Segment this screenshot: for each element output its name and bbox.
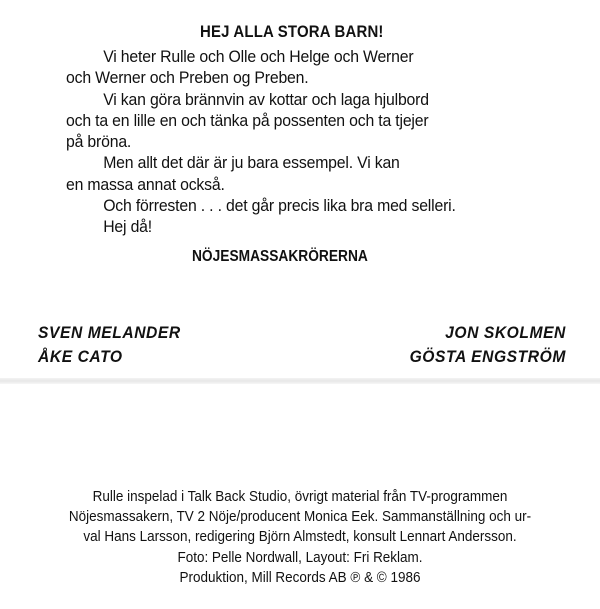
letter-line: Och förresten . . . det går precis lika bra med selleri. — [103, 196, 456, 216]
credits-block — [21, 487, 579, 588]
credits-line: Produktion, Mill Records AB ℗ & © 1986 — [179, 569, 421, 586]
letter-line: och ta en lille en och tänka på possenten och ta tjejer — [66, 110, 429, 130]
letter-line: Hej då! — [103, 217, 152, 237]
credits-line: Nöjesmassakern, TV 2 Nöje/producent Monica Eek. Sammanställning och ur- — [68, 509, 532, 526]
performers-left — [38, 321, 181, 369]
letter-line: Vi kan göra brännvin av kottar och laga hjulbord — [103, 89, 429, 109]
credits-line: val Hans Larsson, redigering Björn Almstedt, konsult Lennart Andersson. — [83, 529, 517, 546]
letter-line: Men allt det där är ju bara essempel. Vi kan — [103, 153, 400, 173]
letter-line: Vi heter Rulle och Olle och Helge och Werner — [103, 47, 414, 66]
performer-name: ÅKE CATO — [38, 347, 123, 366]
letter-body — [66, 46, 531, 238]
letter-title: HEJ ALLA STORA BARN! — [200, 22, 384, 41]
performer-name: GÖSTA ENGSTRÖM — [409, 347, 566, 366]
letter-signature: NÖJESMASSAKRÖRERNA — [192, 248, 368, 265]
letter-line: och Werner och Preben og Preben. — [66, 68, 309, 88]
credits-line: Rulle inspelad i Talk Back Studio, övrigt material från TV-programmen — [92, 489, 508, 505]
letter-line: en massa annat också. — [66, 174, 225, 194]
performers-right — [410, 321, 566, 369]
performer-name: JON SKOLMEN — [445, 323, 566, 342]
performer-name: SVEN MELANDER — [38, 323, 181, 342]
letter-line: på bröna. — [66, 132, 132, 152]
credits-line: Foto: Pelle Nordwall, Layout: Fri Reklam. — [177, 549, 423, 566]
